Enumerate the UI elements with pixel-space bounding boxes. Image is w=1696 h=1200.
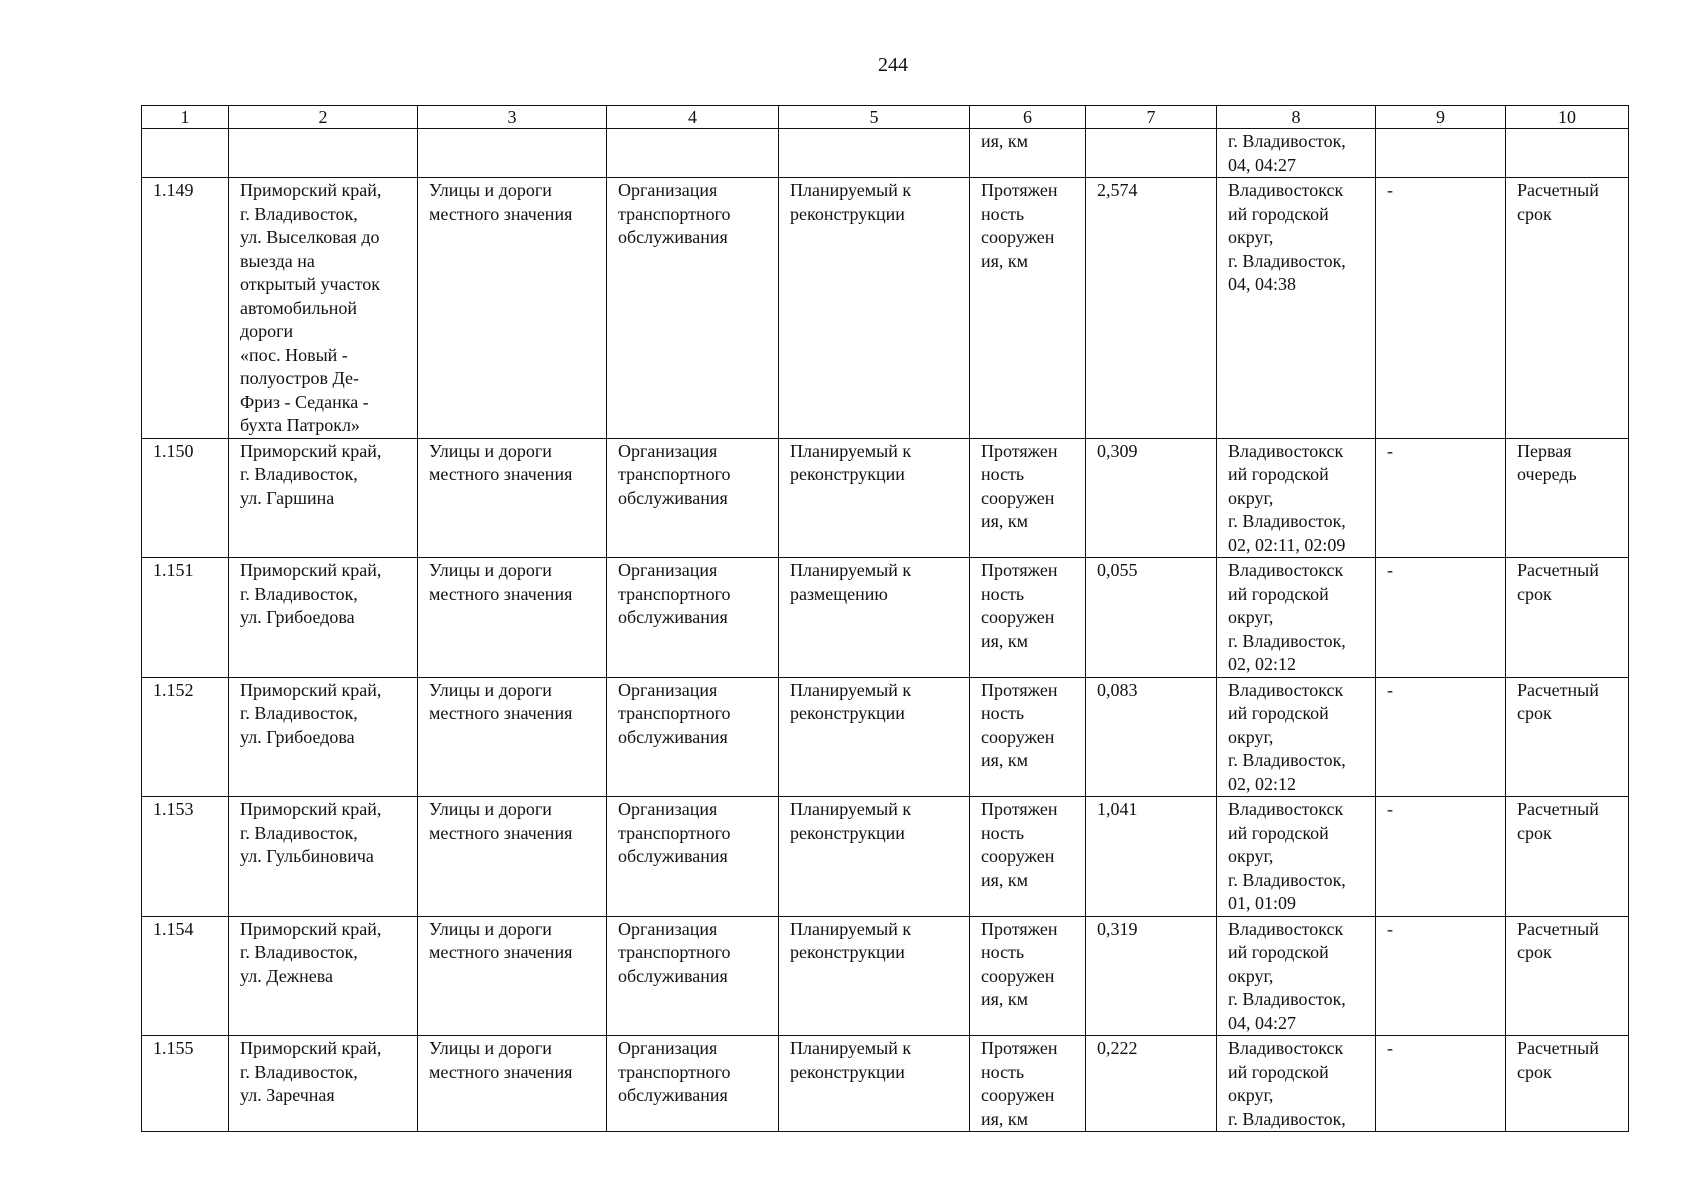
table-cell: - xyxy=(1376,438,1506,558)
table-cell: Расчетный срок xyxy=(1506,677,1629,797)
table-row xyxy=(142,178,1629,439)
table-header-row xyxy=(142,106,1629,129)
table-row xyxy=(142,797,1629,917)
table-cell: Первая очередь xyxy=(1506,438,1629,558)
column-header: 6 xyxy=(970,106,1086,129)
table-cell: Улицы и дороги местного значения xyxy=(418,1036,607,1132)
table-cell: Организация транспортного обслуживания xyxy=(607,677,779,797)
table-cell: Приморский край, г. Владивосток, ул. Грибоедова xyxy=(229,677,418,797)
table-cell xyxy=(1086,129,1217,178)
table-cell: г. Владивосток, 04, 04:27 xyxy=(1217,129,1376,178)
column-header: 5 xyxy=(779,106,970,129)
column-header: 2 xyxy=(229,106,418,129)
column-header: 9 xyxy=(1376,106,1506,129)
table-cell: Владивостокск ий городской округ, г. Владивосток, xyxy=(1217,1036,1376,1132)
table-cell xyxy=(418,129,607,178)
table-cell: 0,319 xyxy=(1086,916,1217,1036)
table-row xyxy=(142,677,1629,797)
table-cell: Владивостокск ий городской округ, г. Владивосток, 02, 02:11, 02:09 xyxy=(1217,438,1376,558)
table-row xyxy=(142,129,1629,178)
table-cell: - xyxy=(1376,558,1506,678)
table-cell: Планируемый к реконструкции xyxy=(779,1036,970,1132)
table-cell: Планируемый к размещению xyxy=(779,558,970,678)
table-row xyxy=(142,916,1629,1036)
table-cell xyxy=(607,129,779,178)
table-cell: Организация транспортного обслуживания xyxy=(607,797,779,917)
table-cell: 0,055 xyxy=(1086,558,1217,678)
table-cell: 1.153 xyxy=(142,797,229,917)
table-cell: Расчетный срок xyxy=(1506,797,1629,917)
table-row xyxy=(142,1036,1629,1132)
table-cell: Планируемый к реконструкции xyxy=(779,797,970,917)
table-cell: Планируемый к реконструкции xyxy=(779,438,970,558)
table-cell: Планируемый к реконструкции xyxy=(779,916,970,1036)
table-cell: Приморский край, г. Владивосток, ул. Гульбиновича xyxy=(229,797,418,917)
table-cell xyxy=(142,129,229,178)
table-cell: Протяжен ность сооружен ия, км xyxy=(970,677,1086,797)
table-cell: Организация транспортного обслуживания xyxy=(607,178,779,439)
column-header: 7 xyxy=(1086,106,1217,129)
table-cell: Расчетный срок xyxy=(1506,178,1629,439)
table-cell: Протяжен ность сооружен ия, км xyxy=(970,438,1086,558)
column-header: 8 xyxy=(1217,106,1376,129)
table-cell: 0,309 xyxy=(1086,438,1217,558)
table-cell: Владивостокск ий городской округ, г. Владивосток, 02, 02:12 xyxy=(1217,558,1376,678)
table-cell: 2,574 xyxy=(1086,178,1217,439)
column-header: 4 xyxy=(607,106,779,129)
table-cell: Владивостокск ий городской округ, г. Владивосток, 02, 02:12 xyxy=(1217,677,1376,797)
data-table xyxy=(141,105,1629,1132)
column-header: 1 xyxy=(142,106,229,129)
table-cell: 1.151 xyxy=(142,558,229,678)
table-cell: 1,041 xyxy=(1086,797,1217,917)
table-cell: 0,222 xyxy=(1086,1036,1217,1132)
table-cell: 1.155 xyxy=(142,1036,229,1132)
table-cell: 0,083 xyxy=(1086,677,1217,797)
table-cell: Приморский край, г. Владивосток, ул. Гаршина xyxy=(229,438,418,558)
table-cell: Протяжен ность сооружен ия, км xyxy=(970,797,1086,917)
table-cell: Организация транспортного обслуживания xyxy=(607,916,779,1036)
table-cell: Организация транспортного обслуживания xyxy=(607,558,779,678)
table-cell: - xyxy=(1376,916,1506,1036)
table-cell: Приморский край, г. Владивосток, ул. Выселковая до выезда на открытый участок автомобильной дороги «пос. Новый - полуостров Де- Фриз - Седанка - бухта Патрокл» xyxy=(229,178,418,439)
page-number: 244 xyxy=(878,54,908,76)
table-cell: Владивостокск ий городской округ, г. Владивосток, 04, 04:38 xyxy=(1217,178,1376,439)
table-cell: Организация транспортного обслуживания xyxy=(607,438,779,558)
table-cell: Расчетный срок xyxy=(1506,1036,1629,1132)
table-cell xyxy=(229,129,418,178)
table-cell: Планируемый к реконструкции xyxy=(779,178,970,439)
table-cell: Протяжен ность сооружен ия, км xyxy=(970,916,1086,1036)
table-cell: Улицы и дороги местного значения xyxy=(418,178,607,439)
table-row xyxy=(142,558,1629,678)
table-cell: - xyxy=(1376,797,1506,917)
table-cell: Владивостокск ий городской округ, г. Владивосток, 04, 04:27 xyxy=(1217,916,1376,1036)
table-cell xyxy=(1506,129,1629,178)
table-cell: 1.154 xyxy=(142,916,229,1036)
table-cell: Расчетный срок xyxy=(1506,916,1629,1036)
table-cell: 1.152 xyxy=(142,677,229,797)
table-cell: Улицы и дороги местного значения xyxy=(418,916,607,1036)
table-cell: Организация транспортного обслуживания xyxy=(607,1036,779,1132)
table-cell: Приморский край, г. Владивосток, ул. Заречная xyxy=(229,1036,418,1132)
table-cell: Улицы и дороги местного значения xyxy=(418,558,607,678)
table-row xyxy=(142,438,1629,558)
table-cell: Улицы и дороги местного значения xyxy=(418,677,607,797)
table-cell xyxy=(779,129,970,178)
table-cell: Протяжен ность сооружен ия, км xyxy=(970,558,1086,678)
column-header: 10 xyxy=(1506,106,1629,129)
table-cell: - xyxy=(1376,1036,1506,1132)
table-cell: ия, км xyxy=(970,129,1086,178)
table-cell: Приморский край, г. Владивосток, ул. Дежнева xyxy=(229,916,418,1036)
table-cell: 1.149 xyxy=(142,178,229,439)
table-cell: Приморский край, г. Владивосток, ул. Грибоедова xyxy=(229,558,418,678)
table-cell: Владивостокск ий городской округ, г. Владивосток, 01, 01:09 xyxy=(1217,797,1376,917)
table-cell: Протяжен ность сооружен ия, км xyxy=(970,1036,1086,1132)
column-header: 3 xyxy=(418,106,607,129)
table-cell: 1.150 xyxy=(142,438,229,558)
table-cell: Улицы и дороги местного значения xyxy=(418,797,607,917)
table-cell xyxy=(1376,129,1506,178)
table-cell: Улицы и дороги местного значения xyxy=(418,438,607,558)
table-cell: - xyxy=(1376,178,1506,439)
table-cell: Планируемый к реконструкции xyxy=(779,677,970,797)
table-cell: Расчетный срок xyxy=(1506,558,1629,678)
table-cell: - xyxy=(1376,677,1506,797)
table-cell: Протяжен ность сооружен ия, км xyxy=(970,178,1086,439)
